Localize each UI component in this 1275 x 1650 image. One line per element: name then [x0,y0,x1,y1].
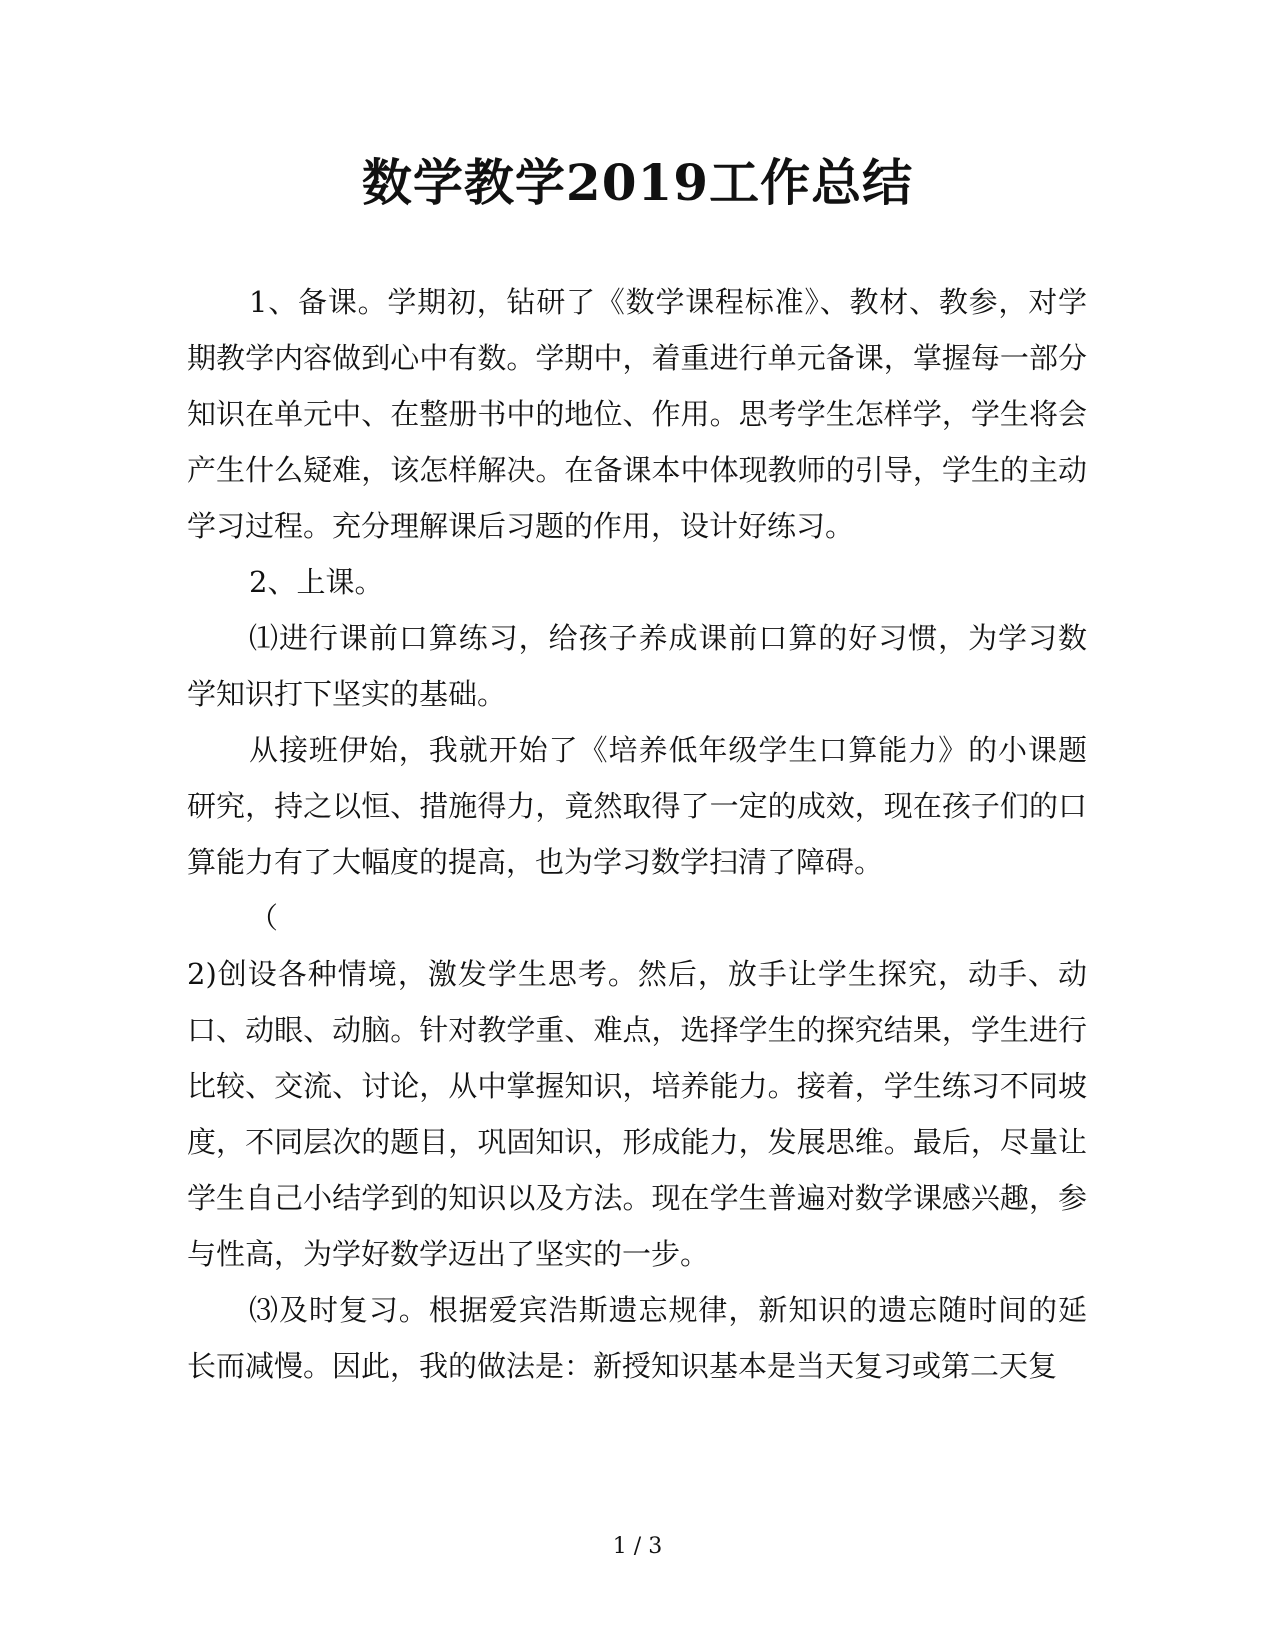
document-title: 数学教学2019工作总结 [361,153,914,212]
paragraph-oral-calc-practice: ⑴进行课前口算练习，给孩子养成课前口算的好习惯，为学习数学知识打下坚实的基础。 [187,621,1087,711]
document-body [187,274,1087,1394]
paragraph-bracket-fragment: （ [249,901,279,935]
paragraph-timely-review: ⑶及时复习。根据爱宾浩斯遗忘规律，新知识的遗忘随时间的延长而减慢。因此，我的做法是：新授知识基本是当天复习或第二天复 [187,1293,1087,1383]
page-number: 1 / 3 [612,1534,663,1559]
paragraph-research-project: 从接班伊始，我就开始了《培养低年级学生口算能力》的小课题研究，持之以恒、措施得力，竟然取得了一定的成效，现在孩子们的口算能力有了大幅度的提高，也为学习数学扫清了障碍。 [187,733,1087,879]
paragraph-lesson-prep: 1、备课。学期初，钻研了《数学课程标准》、教材、教参，对学期教学内容做到心中有数。学期中，着重进行单元备课，掌握每一部分知识在单元中、在整册书中的地位、作用。思考学生怎样学，学生将会产生什么疑难，该怎样解决。在备课本中体现教师的引导，学生的主动学习过程。充分理解课后习题的作用，设计好练习。 [187,285,1087,543]
paragraph-situations: 2)创设各种情境，激发学生思考。然后，放手让学生探究，动手、动口、动眼、动脑。针对教学重、难点，选择学生的探究结果，学生进行比较、交流、讨论，从中掌握知识，培养能力。接着，学生练习不同坡度，不同层次的题目，巩固知识，形成能力，发展思维。最后，尽量让学生自己小结学到的知识以及方法。现在学生普遍对数学课感兴趣，参与性高，为学好数学迈出了坚实的一步。 [187,957,1087,1271]
paragraph-class-heading: 2、上课。 [249,565,384,599]
